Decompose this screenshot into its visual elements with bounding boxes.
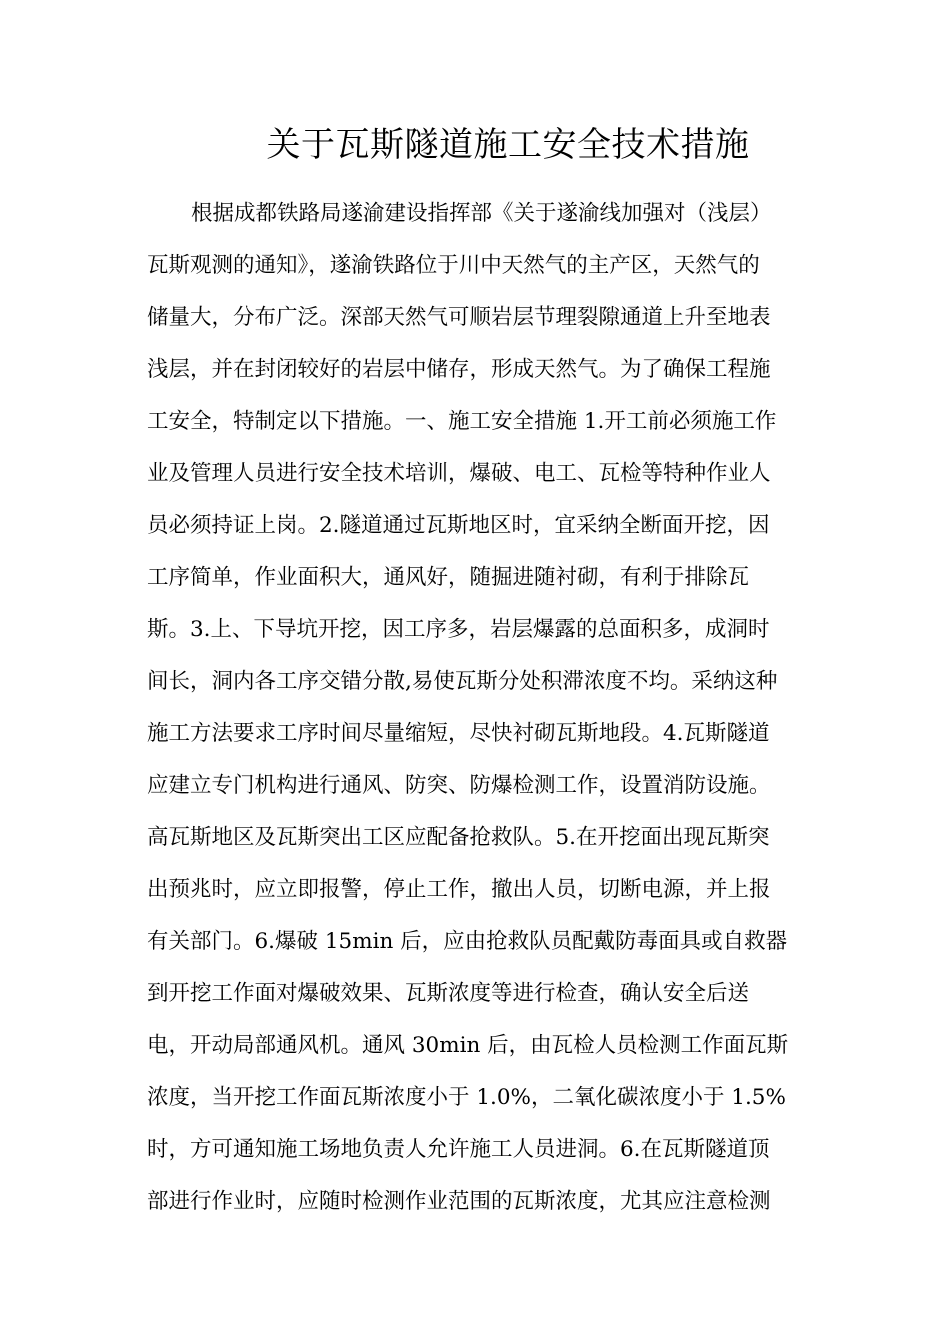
body-text-line: 工序简单，作业面积大，通风好，随掘进随衬砌，有利于排除瓦 [147,565,750,590]
body-text-line: 员必须持证上岗。2.隧道通过瓦斯地区时，宜采纳全断面开挖，因 [147,513,770,538]
body-text-line: 电，开动局部通风机。通风 30min 后，由瓦检人员检测工作面瓦斯 [147,1033,789,1058]
body-text-line: 工安全，特制定以下措施。一、施工安全措施 1.开工前必须施工作 [147,409,777,434]
body-text-line: 到开挖工作面对爆破效果、瓦斯浓度等进行检查，确认安全后送 [147,981,750,1006]
body-text-line: 部进行作业时，应随时检测作业范围的瓦斯浓度，尤其应注意检测 [147,1189,771,1214]
body-text-line: 浅层，并在封闭较好的岩层中储存，形成天然气。为了确保工程施 [147,357,771,382]
body-text-line: 储量大，分布广泛。深部天然气可顺岩层节理裂隙通道上升至地表 [147,305,771,330]
body-text-line: 时，方可通知施工场地负责人允许施工人员进洞。6.在瓦斯隧道顶 [147,1137,770,1162]
body-text-line: 有关部门。6.爆破 15min 后，应由抢救队员配戴防毒面具或自救器 [147,929,788,954]
body-text-line: 浓度，当开挖工作面瓦斯浓度小于 1.0%，二氧化碳浓度小于 1.5% [147,1085,786,1110]
body-text-line: 高瓦斯地区及瓦斯突出工区应配备抢救队。5.在开挖面出现瓦斯突 [147,825,770,850]
body-text-line: 应建立专门机构进行通风、防突、防爆检测工作，设置消防设施。 [147,773,771,798]
body-text-line: 瓦斯观测的通知》，遂渝铁路位于川中天然气的主产区，天然气的 [147,253,760,278]
body-text-line: 业及管理人员进行安全技术培训，爆破、电工、瓦检等特种作业人 [147,461,771,486]
body-text-line: 斯。3.上、下导坑开挖，因工序多，岩层爆露的总面积多，成洞时 [147,617,770,642]
document-body [147,196,807,1236]
body-text-line: 出预兆时，应立即报警，停止工作，撤出人员，切断电源，并上报 [147,877,771,902]
body-text-line: 根据成都铁路局遂渝建设指挥部《关于遂渝线加强对（浅层） [191,201,772,226]
body-text-line: 施工方法要求工序时间尽量缩短，尽快衬砌瓦斯地段。4.瓦斯隧道 [147,721,770,746]
body-text-line: 间长，洞内各工序交错分散,易使瓦斯分处积滞浓度不均。采纳这种 [147,669,778,694]
document-title: 关于瓦斯隧道施工安全技术措施 [266,125,750,165]
